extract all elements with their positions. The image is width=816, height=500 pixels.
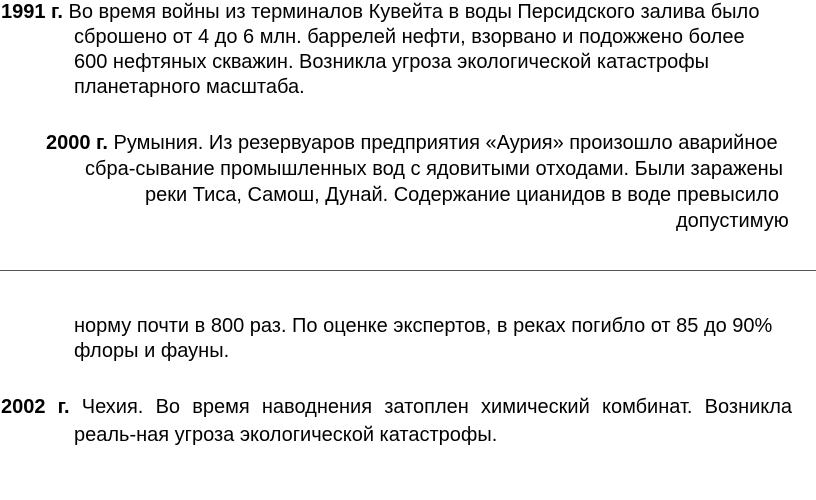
p1991-year: 1991 г. [1, 1, 63, 23]
p1991-line2: сброшено от 4 до 6 млн. баррелей нефти, взорвано и подожжено более [74, 26, 745, 48]
p2000-year: 2000 г. [46, 132, 108, 154]
p2002-year: 2002 г. [1, 396, 70, 418]
p2002-word-2: Во [155, 396, 181, 418]
p2000-text-1: Румыния. Из резервуаров предприятия «Аурия» произошло аварийное [107, 132, 778, 154]
p2000-line2: сбра-сывание промышленных вод с ядовитыми отходами. Были заражены [85, 158, 784, 180]
p2002-word-1: Чехия. [81, 396, 144, 418]
p2000-line4: допустимую [676, 210, 789, 232]
p1991-line3: 600 нефтяных скважин. Возникла угроза экологической катастрофы [74, 51, 710, 73]
p2000-line6: флоры и фауны. [74, 340, 230, 362]
p2000-line1 [46, 131, 778, 155]
p1991-line4: планетарного масштаба. [74, 76, 305, 98]
p2002-line2: реаль-ная угроза экологической катастрофы. [74, 424, 498, 446]
p2002-word-7: комбинат. [601, 396, 693, 418]
p2002-word-4: наводнения [261, 396, 373, 418]
p2000-line5: норму почти в 800 раз. По оценке экспертов, в реках погибло от 85 до 90% [74, 315, 773, 337]
p2002-word-6: химический [481, 396, 590, 418]
p2000-line3: реки Тиса, Самош, Дунай. Содержание цианидов в воде превысило [145, 184, 779, 206]
p2002-word-8: Возникла [704, 396, 793, 418]
page-divider [0, 270, 816, 271]
p1991-text-1: Во время войны из терминалов Кувейта в воды Персидского залива было [62, 1, 760, 23]
p2002-word-3: время [192, 396, 250, 418]
p2002-word-5: затоплен [384, 396, 469, 418]
p1991-line1 [1, 0, 760, 24]
p2002-line1 [1, 395, 792, 419]
